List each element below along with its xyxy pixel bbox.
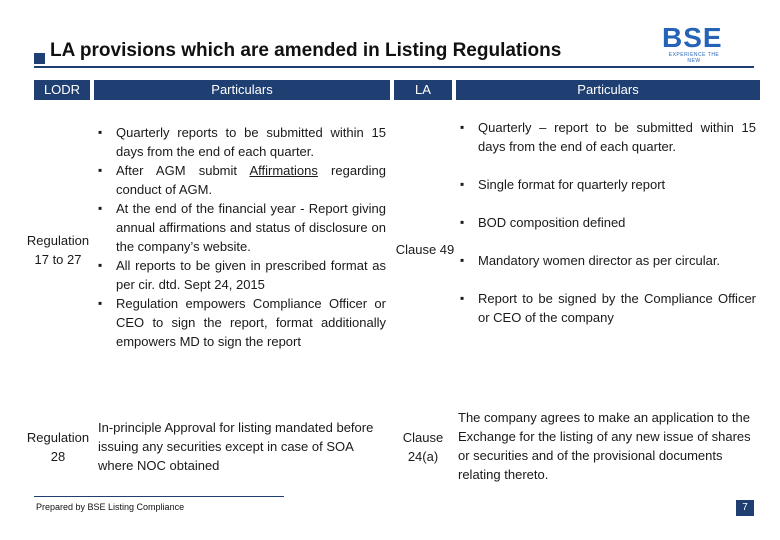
- row2-right-particulars: The company agrees to make an application to the Exchange for the listing of any new issue of shares or securities and of the provisional documents relating thereto.: [458, 410, 751, 482]
- row1-lodr: Regulation 17 to 27: [26, 233, 90, 267]
- logo-mark: BSE: [662, 22, 723, 53]
- row1-la: Clause 49: [395, 242, 455, 257]
- affirmations-underlined: Affirmations: [249, 163, 318, 178]
- row2-left-particulars: In-principle Approval for listing mandated before issuing any securities except in case of SOA where NOC obtained: [98, 420, 374, 473]
- row1-left-item-text: regarding conduct of AGM.: [116, 163, 386, 197]
- title-underline: [34, 66, 754, 68]
- row1-left-item: ▪ At the end of the financial year - Report giving annual affirmations and status of disclosure on the company’s website.: [96, 199, 386, 256]
- row1-left-item: ▪ All reports to be given in prescribed format as per cir. dtd. Sept 24, 2015: [96, 256, 386, 294]
- row2-lodr: Regulation 28: [26, 430, 90, 464]
- row1-right-item: ▪ Mandatory women director as per circular.: [458, 251, 756, 270]
- slide-title: LA provisions which are amended in Listing Regulations: [50, 40, 562, 61]
- footer-rule: [34, 496, 284, 497]
- title-bullet: [34, 53, 45, 64]
- logo-tagline: EXPERIENCE THE NEW: [668, 52, 720, 64]
- row2-la: Clause 24(a): [402, 430, 444, 464]
- row1-left-item: [96, 161, 386, 199]
- row1-left-particulars: [96, 123, 386, 351]
- row1-left-item: ▪ Quarterly reports to be submitted within 15 days from the end of each quarter.: [96, 123, 386, 161]
- page-number: 7: [736, 500, 754, 516]
- header-particulars-right: Particulars: [456, 80, 760, 100]
- row1-left-item: ▪ Regulation empowers Compliance Officer or CEO to sign the report, format additionally empowers MD to sign the report: [96, 294, 386, 351]
- row1-right-item: ▪ Quarterly – report to be submitted within 15 days from the end of each quarter.: [458, 118, 756, 156]
- header-lodr: LODR: [34, 80, 90, 100]
- row1-left-item-text: After AGM submit: [116, 163, 250, 178]
- footer-text: Prepared by BSE Listing Compliance: [36, 502, 185, 512]
- row1-right-particulars: [458, 118, 756, 327]
- row1-right-item: ▪ BOD composition defined: [458, 213, 756, 232]
- bse-logo: [662, 24, 726, 64]
- row1-right-item: ▪ Report to be signed by the Compliance Officer or CEO of the company: [458, 289, 756, 327]
- header-particulars-left: Particulars: [94, 80, 390, 100]
- row1-right-item: ▪ Single format for quarterly report: [458, 175, 756, 194]
- header-la: LA: [394, 80, 452, 100]
